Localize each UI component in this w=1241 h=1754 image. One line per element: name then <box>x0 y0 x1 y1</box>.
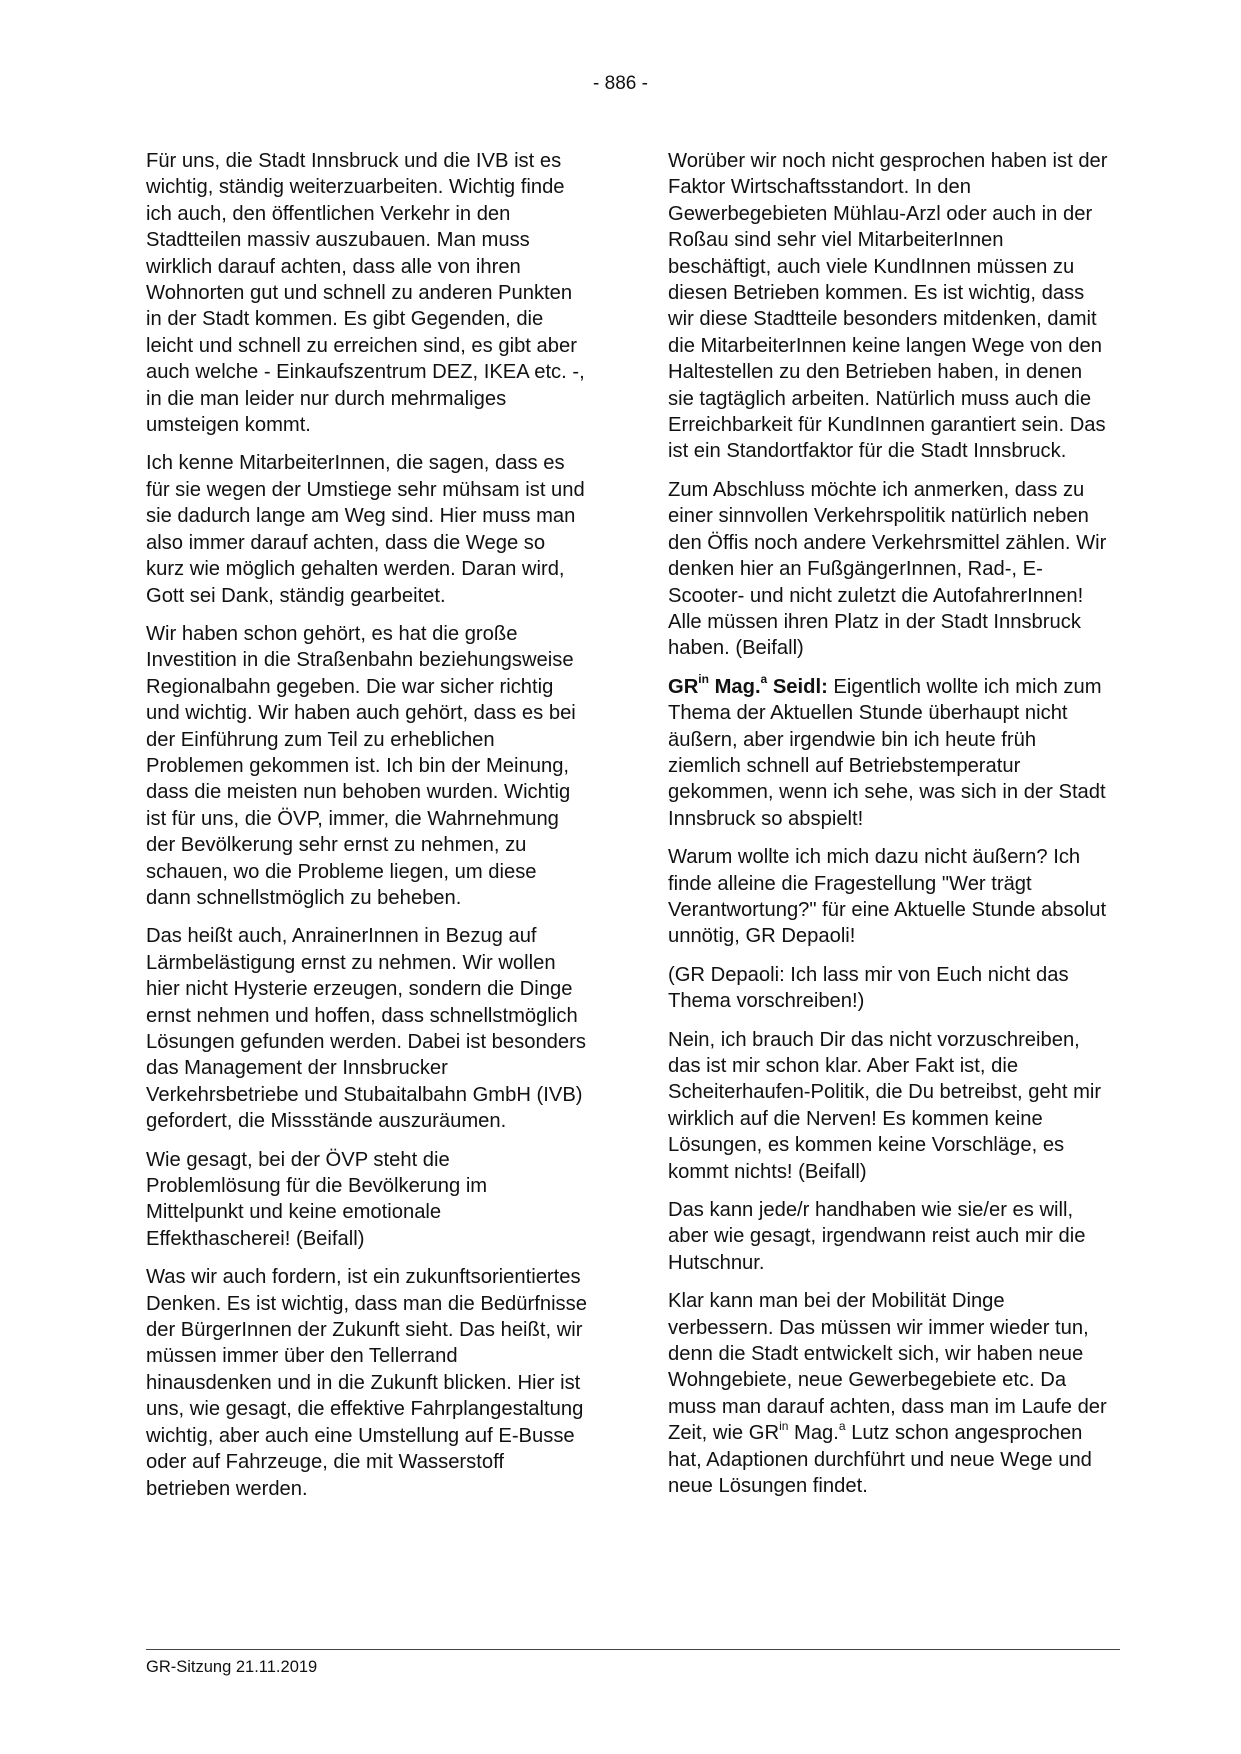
speaker-surname: Seidl: <box>772 675 828 698</box>
footer-divider <box>146 1649 1120 1650</box>
speaker-title-sup: in <box>698 671 709 686</box>
interjection: (GR Depaoli: Ich lass mir von Euch nicht das Thema vorschreiben!) <box>668 963 1069 1013</box>
speaker-degree: Mag. <box>714 675 761 698</box>
paragraph: Worüber wir noch nicht gesprochen haben ist der Faktor Wirtschaftsstandort. In den Gewerbegebieten Mühlau-Arzl oder auch in der Roßau sind sehr viel MitarbeiterInnen beschäftigt, auch viele KundInnen müssen zu diesen Betrieben kommen. Es ist wichtig, dass wir diese Stadtteile besonders mitdenken, damit die MitarbeiterInnen keine langen Wege von den Haltestellen zu den Betrieben haben, in denen sie tagtäglich arbeiten. Natürlich muss auch die Erreichbarkeit für KundInnen garantiert sein. Das ist ein Standortfaktor für die Stadt Innsbruck. <box>668 150 1108 463</box>
paragraph: Warum wollte ich mich dazu nicht äußern? Ich finde alleine die Fragestellung "Wer trägt Verantwortung?" für eine Aktuelle Stunde absolut unnötig, GR Depaoli! <box>668 846 1107 948</box>
speaker-paragraph <box>668 671 1109 832</box>
paragraph: Zum Abschluss möchte ich anmerken, dass zu einer sinnvollen Verkehrspolitik natürlich neben den Öffis noch andere Verkehrsmittel zählen. Wir denken hier an FußgängerInnen, Rad-, E-Scooter- und nicht zuletzt die AutofahrerInnen! Alle müssen ihren Platz in der Stadt Innsbruck haben. (Beifall) <box>668 478 1107 660</box>
speaker-title: GR <box>668 675 699 698</box>
paragraph: Für uns, die Stadt Innsbruck und die IVB ist es wichtig, ständig weiterzuarbeiten. Wichtig finde ich auch, den öffentlichen Verkehr in den Stadtteilen massiv auszubauen. Man muss wirklich darauf achten, dass alle von ihren Wohnorten gut und schnell zu anderen Punkten in der Stadt kommen. Es gibt Gegenden, die leicht und schnell zu erreichen sind, es gibt aber auch welche - Einkaufszentrum DEZ, IKEA etc. -, in die man leider nur durch mehrmaliges umsteigen kommt. <box>146 150 585 437</box>
footer-session-date: GR-Sitzung 21.11.2019 <box>146 1658 318 1676</box>
text-segment: Klar kann man bei der Mobilität Dinge verbessern. Das müssen wir immer wieder tun, denn die Stadt entwickelt sich, wir haben neue Wohngebiete, neue Gewerbegebiete etc. Da muss man darauf achten, dass man im Laufe der Zeit, wie GR <box>668 1290 1107 1445</box>
paragraph <box>668 1288 1109 1499</box>
paragraph: Wir haben schon gehört, es hat die große Investition in die Straßenbahn beziehungsweise Regionalbahn gegeben. Die war sicher richtig und wichtig. Wir haben auch gehört, dass es bei der Einführung zum Teil zu erheblichen Problemen gekommen ist. Ich bin der Meinung, dass die meisten nun behoben wurden. Wichtig ist für uns, die ÖVP, immer, die Wahrnehmung der Bevölkerung sehr ernst zu nehmen, zu schauen, wo die Probleme liegen, um diese dann schnellstmöglich zu beheben. <box>146 622 576 909</box>
paragraph: Wie gesagt, bei der ÖVP steht die Problemlösung für die Bevölkerung im Mittelpunkt und keine emotionale Effekthascherei! (Beifall) <box>146 1148 488 1250</box>
left-column <box>146 148 587 1514</box>
paragraph: Ich kenne MitarbeiterInnen, die sagen, dass es für sie wegen der Umstiege sehr mühsam ist und sie dadurch lange am Weg sind. Hier muss man also immer darauf achten, dass die Wege so kurz wie möglich gehalten werden. Daran wird, Gott sei Dank, ständig gearbeitet. <box>146 452 585 607</box>
page-number: - 886 - <box>593 73 648 94</box>
right-column <box>668 148 1109 1512</box>
paragraph: Was wir auch fordern, ist ein zukunftsorientiertes Denken. Es ist wichtig, dass man die Bedürfnisse der BürgerInnen der Zukunft sieht. Das heißt, wir müssen immer über den Tellerrand hinausdenken und in die Zukunft blicken. Hier ist uns, wie gesagt, die effektive Fahrplangestaltung wichtig, aber auch eine Umstellung auf E-Busse oder auf Fahrzeuge, die mit Wasserstoff betrieben werden. <box>146 1266 587 1500</box>
text-segment: Lutz schon angesprochen hat, Adaptionen durchführt und neue Wege und neue Lösungen findet. <box>668 1422 1092 1498</box>
superscript: in <box>779 1418 789 1433</box>
speaker-name <box>668 671 828 698</box>
text-segment: Mag. <box>788 1422 839 1445</box>
paragraph: Das kann jede/r handhaben wie sie/er es will, aber wie gesagt, irgendwann reist auch mir die Hutschnur. <box>668 1199 1086 1274</box>
paragraph: Nein, ich brauch Dir das nicht vorzuschreiben, das ist mir schon klar. Aber Fakt ist, die Scheiterhaufen-Politik, die Du betreibst, geht mir wirklich auf die Nerven! Es kommen keine Lösungen, es kommen keine Vorschläge, es kommt nichts! (Beifall) <box>668 1028 1102 1183</box>
superscript: a <box>838 1418 846 1433</box>
paragraph: Das heißt auch, AnrainerInnen in Bezug auf Lärmbelästigung ernst zu nehmen. Wir wollen hier nicht Hysterie erzeugen, sondern die Dinge ernst nehmen und hoffen, dass schnellstmöglich Lösungen gefunden werden. Dabei ist besonders das Management der Innsbrucker Verkehrsbetriebe und Stubaitalbahn GmbH (IVB) gefordert, die Missstände auszuräumen. <box>146 925 586 1133</box>
speaker-text: Eigentlich wollte ich mich zum Thema der Aktuellen Stunde überhaupt nicht äußern, aber irgendwie bin ich heute früh ziemlich schnell auf Betriebstemperatur gekommen, wenn ich sehe, was sich in der Stadt Innsbruck so abspielt! <box>668 675 1106 830</box>
speaker-degree-sup: a <box>760 671 768 686</box>
